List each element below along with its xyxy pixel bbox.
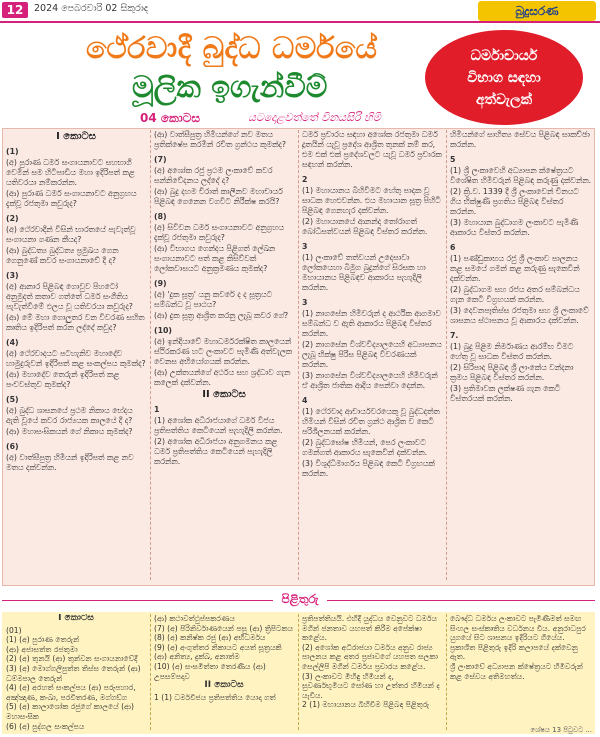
text-line: (1) අශෝක අධිරාජයාගේ ධර්ම විජය ප්‍රතිපත්තිය කෙටියෙන් පැහැදිලි කරන්න. — [154, 416, 283, 435]
text-line: හිමියන්ගේ සාහිත්‍ය සේවය පිළිබඳ සාකච්ඡා කරන්න. — [450, 130, 590, 149]
text-line: (2) අශෝක අධිරාජයා අනුගමනය කළ ධර්ම ප්‍රතිපත්තිය කෙටියෙන් පැහැදිලි කරන්න. — [154, 437, 278, 466]
header-rule — [0, 21, 600, 23]
question-number: 6 — [450, 243, 456, 252]
question-number: 3 — [302, 298, 308, 307]
question-number: (5) — [6, 395, 19, 404]
text-line: (1) ථේරවාද ආචාර්යවරයෙකු වූ බුද්ධදත්ත හිමියන් විසින් රචිත ග්‍රන්ථ ආශ්‍රිත ව කෙටි පරිශීලනයක් කරන්න. — [302, 407, 440, 436]
badge-line-1: ධර්මාචාර්ය — [470, 47, 538, 64]
article-title-line2: මූලික ඉගැන්වීම් — [132, 70, 328, 105]
section-heading: II කොටස — [202, 389, 246, 400]
text-line: (අ) පුරාණ ධර්ම සංගායනාවට සහභාගී වෙමින් සම හිටිපාඩිය මහා ඉදිරිපත් කළ යතිවරයා නම්කරන්න. — [6, 158, 135, 187]
text-line: (ආ) බුද්ධත්‍ය බුද්ධත්‍ය ප්‍රමුඛය ගෙන ගෙනුණේ කවර සංගායනාවේ දී ද? — [6, 246, 119, 265]
answers-column-4 — [450, 614, 592, 732]
question-number: (4) — [6, 338, 19, 347]
column-divider — [150, 614, 151, 730]
question-number: 7. — [450, 331, 459, 340]
text-line: (ආ) කථාවත්ථුප්පකරණය — [154, 614, 235, 623]
text-line: (6) (අ) පුද්ගල සංකල්පය — [6, 721, 85, 731]
text-line: (අ) ඉන්දියාවේ මහාධර්මරක්ෂිත කාලයෙන් ස්ථිරකරණ හට ලංකාවට පැමිණි අත්වැලක වෙනස අභියෝගයක් කරන්න. — [154, 337, 293, 366]
text-line: (අ) වාත්සීපුත්‍ර හිමියන් ඉදිරිපත් කළ නව මතය දක්වන්න. — [6, 453, 134, 472]
text-line: (3) විශුද්ධිමාර්ගය පිළිබඳ කෙටි විග්‍රහයක් කරන්න. — [302, 459, 435, 478]
text-line: (2) මහායානයේ ආනන්ද තෝරාගත් බෝධිසත්වයන් පිළිබඳ විස්තර කරන්න. — [302, 217, 428, 236]
text-line: (ආ) විභාගය ගෙන්දය පිළිගත් ලේඛන සංගායනාවට පත් කළ කිසිව්වක් ලෝකවාසයට අනුක්‍රමණය කුමක්ද? — [154, 244, 276, 273]
badge-line-2: විභාග සඳහා — [467, 69, 541, 86]
author-byline: යටදොළවත්තේ විනයසිරි හිමි — [248, 111, 381, 124]
text-line: (ආ) අජාසත්ත රජතුමා — [6, 644, 78, 654]
text-line: 2 (1) මහායානය බිහිවීම පිළිබඳ පිළිතුරු — [302, 700, 430, 710]
text-line: (2) ක්‍රි.ව. 1339 දී ශ්‍රී ලංකාවෙන් චීනයට ගිය භික්ෂුණී ප්‍රගතිය පිළිබඳ විස්තර කරන්න. — [450, 187, 579, 216]
part-subhead: 04 කොටස — [140, 111, 200, 125]
text-line: ප්‍රකාශිත පිළිතුරු ඉදිරි කලාපයේ දක්වෙනු ඇත. — [450, 642, 578, 662]
column-divider — [298, 614, 299, 730]
issue-date: 2024 පෙබරවාරි 02 සිකුරාද — [34, 3, 149, 14]
answers-title — [0, 592, 600, 607]
section-heading: I කොටස — [58, 614, 94, 623]
question-number: (3) — [6, 271, 19, 280]
text-line: (3) (අ) මොග්ගලිපුත්ත තිස්ස තෙරුන් (ආ) ධම්මපාල තෙරුන් — [6, 663, 141, 683]
column-divider — [446, 614, 447, 730]
text-line: (ආ) පුරාණ ධර්ම සංගායනාවට අනුග්‍රහය දැක්වූ රජතුමා කවුරුද? — [6, 189, 137, 208]
continued-note: ශේෂය 13 පිටුවට ... — [530, 726, 592, 734]
page-number: 12 — [2, 2, 28, 18]
questions-column-3 — [302, 130, 442, 582]
column-divider — [150, 130, 151, 580]
answers-title-text: පිළිතුරු — [273, 592, 326, 606]
text-line: ශ්‍රී ලංකාවේ අධ්‍යාපන ක්ෂේත්‍රයට හිමිවරුන් කළ සේවය අතිමහත්ය. — [450, 661, 583, 681]
question-number: (7) — [154, 155, 167, 164]
text-line: (2) නාගසේන විශ්වවිද්‍යාලයෙහි අධ්‍යාපනය ලැබූ භික්ෂු පිරිස පිළිබඳ විවරණයක් කරන්න. — [302, 340, 442, 369]
section-heading: II කොටස — [204, 680, 244, 691]
question-number: 2 — [302, 175, 308, 184]
text-line: (2) බුද්ධාගම සහ රජය අතර සම්බන්ධය ගැන කෙටි විග්‍රහයක් කරන්න. — [450, 285, 580, 304]
text-line: (4) (අ) අරහත් සංකල්පය (ආ) පරූපහාර, අඤ්ඤාණ, කංඛා, පරවිතරණ, මග්ගඞ්ග — [6, 683, 136, 702]
text-line: (ආ) අනිත්‍ය, දුක්ඛ, අනාත්ම — [154, 652, 240, 662]
top-bar — [0, 0, 600, 20]
text-line: (2) (අ) තුනයි (ආ) තුන්වන සංගායනාවේදී — [6, 654, 138, 664]
text-line: (1) බුදු පිළිම නිර්මාණය ආරම්භ වීමට හේතු වූ සාධක විස්තර කරන්න. — [450, 342, 574, 361]
text-line: (01) — [6, 625, 22, 635]
question-number: 5 — [450, 155, 456, 164]
answers-column-2 — [154, 614, 294, 732]
text-line: (අ) බුද්ධ ශාසනයේ ප්‍රථම නිකාය භේදය ඇති වූයේ කවර රාජ්‍යයක කාලයේ දී ද? — [6, 406, 133, 425]
text-line: (10) (අ) සංඝමිත්තා තෙරණිය (ආ) උපසම්පදාව — [154, 661, 266, 681]
text-line: (1) පණ්ඩුකාභය රජු ශ්‍රී ලංකාව පාලනය කළ සමයේ ගමන් කළ කරුණු සැකෙවින් දක්වන්න. — [450, 254, 580, 283]
answers-column-3 — [302, 614, 442, 732]
column-divider — [446, 130, 447, 580]
text-line: (අ) ආනාර පිළිබඳ ගොවුව පිහටෝ අනුමුදත් කතාව ගත්තේ ධර්ම සංගීතිය පැවැත්වීමේ ඵලය වූ යතිවරයා කවුරුද? — [6, 282, 133, 311]
text-line: (1) නාගසේන හිමිවරුන් ද ආර්ථික ආගමාව සම්බන්ධ ව ඇති ආකාරය පිළිබඳ විස්තර කරන්න. — [302, 309, 441, 338]
text-line: (2) බුද්ධඝෝෂ හිමියන්, පෙර ලංකාවට ගමන්ගත් ආකාරය සැකෙවින් දක්වන්න. — [302, 438, 428, 457]
text-line: (3) දෙවනපෑතිස්ස රජතුමා සහ ශ්‍රී ලංකාවේ ශාසනය ස්ථාපනය වූ ආකාරය දක්වන්න. — [450, 306, 589, 325]
question-number: (1) — [6, 147, 19, 156]
question-number: 1 — [154, 405, 160, 414]
question-number: (8) — [154, 212, 167, 221]
text-line: (ආ) මහාදේව තෙරුන් ඉදිරිපත් කළ පංචවස්තුව කුමක්ද? — [6, 370, 120, 389]
text-line: (2) අශෝක අධිරාජයා ධර්මය අනුව රාජ්‍ය පාලනය කළ අතර ප්‍රජාවගේ යහපත සලකා සෙල්ලිපි මගින් ධර්මය ප්‍රචාරය කළේය. — [302, 642, 439, 671]
text-line: (3) ප්‍රතිමාවක ලක්ෂණ ගැන කෙටි විස්තරයක් කරන්න. — [450, 384, 561, 403]
article-title-line1: ථේරවාදී බුද්ධ ධර්මයේ — [86, 31, 378, 66]
question-number: (9) — [154, 279, 167, 288]
text-line: (3) නාගසේන විශ්වවිද්‍යාලයෙහි හිමිවරුන් ඒ ආශ්‍රිත ජාතික ආදිය පෙන්වා දෙන්න. — [302, 371, 438, 390]
text-line: (ආ) උක්තයන්ගේ අර්ථය සහ ශ්‍රද්ධාව ගැන කලෙක් දක්වන්න. — [154, 368, 291, 387]
text-line: (ආ) වාත්සීපුත්‍ර හිමියන්ගේ නව මතය ප්‍රතික්ෂේප කරමින් රචිත ග්‍රන්ථය කුමක්ද? — [154, 130, 287, 149]
text-line: (අ) ථේරවාදීන් විසින් භාරතයේ පැවැත්වූ සංගායනා ගණන කීයද? — [6, 225, 136, 244]
text-line: (1) (අ) පුරාණ තෙරුන් — [6, 635, 80, 645]
text-line: (3) ලංකාවට මිහිඳු හිමියන් ද, සුවර්ණභූමියට සෝණ හා උත්තර හිමියන් ද යැවීය. — [302, 671, 440, 700]
text-line: 1 (1) ධර්මවිජය ප්‍රතිපත්තිය යොදා ගත් — [154, 692, 276, 702]
question-number: 4 — [302, 396, 308, 405]
masthead-logo: බුදුසරණ — [478, 1, 596, 21]
text-line: (අ) අශෝක රජු ප්‍රථම ලංකාවේ කවර සන්නිවේදනය ලද්දේ ද? — [154, 166, 273, 185]
exam-badge — [425, 30, 583, 125]
text-line: (ආ) මේ මහා ගොලුතර වන විවරණ සහිත කෘතිය ඉදිරිපත් කරන ලද්දේ කවුද? — [6, 313, 145, 332]
text-line: ප්‍රතිපත්තියයි. එහිදී යුද්ධය වෙනුවට ධර්මය මගින් ජනතාව යහපත් කිරීම අපේක්ෂා කළේය. — [302, 614, 438, 643]
answers-column-1 — [6, 614, 146, 732]
text-line: (1) මහායානය බිහිවීමට හේතු පාදක වූ සාධක හෙළුවන්න. එය මහායාන සූත්‍ර පිහිටි පිළිබඳ ගෙනහැර දක්වන්න. — [302, 186, 441, 215]
text-line: (9) (අ) අංගුත්තර නිකායට අයත් සූත්‍රයකි — [154, 642, 282, 652]
text-line: (අ) 'දුක සූත්‍ර' යනු කවරේ ද ද සූත්‍රයට සම්බන්ධ වූ පාඨය? — [154, 290, 273, 309]
questions-column-2 — [154, 130, 294, 582]
text-line: (ආ) දුක සූත්‍ර ආශ්‍රිත කරනු ලැබූ කවර ගේ? — [154, 311, 289, 320]
question-number: (2) — [6, 214, 19, 223]
text-line: (අ) සිවිවන ධර්ම සංගායනාවට අනුග්‍රහය දැක්වූ රජතුමා කවුරුද? — [154, 223, 284, 242]
text-line: (1) ලංකාවේ තත්වයන් උදෙසාවා ලෝකයෙහා බිමුග බුදුන්ගේ සිරසක හා මහායානය පිළිබඳව ආකාරය පැහැදිලි කරන්න. — [302, 253, 426, 292]
section-heading: I කොටස — [56, 131, 96, 142]
text-line: (අ) ථේරවාදයට පටහැනිව මහාදේව හාමුදුරුවන් ඉදිරිපත් කළ සංකල්පය කුමක්ද? — [6, 349, 146, 368]
questions-column-4 — [450, 130, 592, 582]
text-line: (7) (අ) පිරිනිර්වාණයෙන් පසු (ආ) ත්‍රිපිටකය — [154, 623, 294, 633]
questions-column-1 — [6, 130, 146, 582]
question-number: (6) — [6, 442, 19, 451]
badge-line-3: අත්වැලක් — [475, 91, 532, 108]
column-divider — [298, 130, 299, 580]
text-line: (ආ) බුදු දහම චිරාත් කාලීනව මහාචාර්ය පිළිබඳ ගෙනෙන වගවිට නිරීක්ෂ කරයි? — [154, 187, 283, 206]
text-line: (1) ශ්‍රී ලංකාවෙහි අධ්‍යාපන ක්ෂේත්‍රයට විශේෂිත හිමිවරුන් පිළිබඳ කරුණු දක්වන්න. — [450, 166, 592, 185]
question-number: (10) — [154, 326, 172, 335]
text-line: (3) මහායාන බුද්ධාගම ලංකාවට පැමිණි ආකාරය විස්තර කරන්න. — [450, 218, 579, 237]
text-line: (2) සිරිපාද පිළිබඳ ශ්‍රී ලාංකේය වන්දනා ක්‍රමය පිළිබඳ විස්තර කරන්න. — [450, 363, 574, 382]
text-line: (ආ) මහාසංඝිකයන් ගේ නිකාය කුමක්ද? — [6, 427, 133, 436]
question-number: 3 — [302, 242, 308, 251]
text-line: ධර්ම ප්‍රචාරය සඳහා අශෝක රජතුමා ධර්ම දූතයින් යැවූ ප්‍රදේශ ආශ්‍රිත තුනක් නම් කර, එම එක් එක් ප්‍රදේශවලට යැවූ ධර්ම ප්‍රචාරක සඳහන් කරන්න. — [302, 130, 442, 169]
text-line: (5) (අ) කාලාශෝක රජුගේ කාලයේ (ආ) මහාසංඝික — [6, 702, 134, 721]
text-line: (8) (අ) කනිෂ්ක රජු (ආ) අභිධර්මය — [154, 633, 266, 643]
text-line: බෞද්ධ ධර්මය ලංකාවට පැමිණීමත් සමඟ සිංහල සංස්කෘතිය වර්ධනය විය. අනුරාධපුර යුගයේ සිට ශාසනය ඉදිරියට ගියේය. — [450, 614, 586, 643]
